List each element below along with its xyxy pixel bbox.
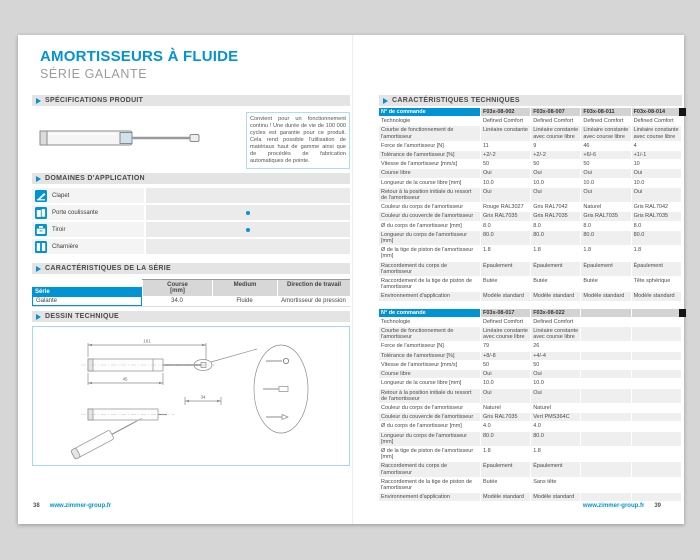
row-label: Couleur du corps de l'amortisseur (379, 203, 481, 211)
tech-table-row (379, 212, 682, 221)
catalog-spread (18, 35, 684, 524)
value-cell: 1.8 (632, 246, 682, 260)
value-cell: 50 (481, 160, 531, 168)
tech-table-row (379, 318, 682, 327)
row-label: Raccordement du corps de l'amortisseur (379, 462, 481, 476)
value-cell: 50 (581, 160, 631, 168)
value-cell: Oui (531, 389, 581, 403)
value-cell: Sans tête (531, 478, 581, 492)
order-number-cell: F03x-08-014 (632, 108, 682, 116)
value-cell (581, 422, 631, 430)
value-cell: 10 (632, 160, 682, 168)
value-cell (581, 342, 631, 350)
value-cell: Oui (581, 169, 631, 177)
value-cell: Linéaire constante avec course libre (531, 327, 581, 341)
value-cell: 26 (531, 342, 581, 350)
tech-table-header (379, 309, 682, 318)
row-label: Course libre (379, 370, 481, 378)
order-number-header: N° de commande (379, 309, 481, 317)
domain-row-tiroir (32, 222, 350, 237)
value-cell (632, 432, 682, 446)
value-cell: 10.0 (531, 179, 581, 187)
selected-dot-icon (246, 211, 250, 215)
value-cell: Butée (531, 277, 581, 291)
value-cell: +1/-1 (632, 151, 682, 159)
value-cell: Épaulement (531, 262, 581, 276)
tech-table-row (379, 160, 682, 169)
tech-table-row (379, 169, 682, 178)
triangle-bullet-icon (36, 176, 41, 182)
page-subtitle: SÉRIE GALANTE (40, 67, 148, 81)
value-cell: Defined Comfort (632, 117, 682, 125)
row-label: Course libre (379, 169, 481, 177)
page-number: 38 (33, 503, 40, 509)
row-label: Longueur de la course libre [mm] (379, 179, 481, 187)
value-cell (581, 404, 631, 412)
value-cell: 4.0 (481, 422, 531, 430)
order-number-cell (632, 309, 682, 317)
product-description: Convient pour un fonctionnement continu ! Une durée de vie de 100 000 cycles est garantie pour ce produit. Cela rend possible l'utilisation de matériaux haut de gamme ainsi que de procédés de fabrication automatiques de pointe. (246, 112, 350, 169)
page-right (352, 35, 685, 524)
triangle-bullet-icon (383, 98, 388, 104)
value-cell: 80.0 (481, 432, 531, 446)
tech-table-row (379, 361, 682, 370)
value-cell: 10.0 (531, 379, 581, 387)
value-cell (581, 379, 631, 387)
value-cell: Épaulement (632, 262, 682, 276)
value-cell: Naturel (481, 404, 531, 412)
domain-selection-cell (146, 239, 350, 254)
value-cell: Oui (481, 370, 531, 378)
domain-selection-cell (146, 222, 350, 237)
domain-selection-cell (146, 205, 350, 220)
col-header-course: Course [mm] (142, 280, 212, 296)
tiroir-icon (35, 224, 47, 236)
section-title: CARACTÉRISTIQUES DE LA SÉRIE (45, 265, 171, 272)
value-cell: Modèle standard (632, 292, 682, 300)
row-label: Retour à la position initiale du ressort de l'amortisseur (379, 389, 481, 403)
value-cell: Linéaire constante avec course libre (481, 327, 531, 341)
tech-table-row (379, 462, 682, 477)
section-bar-drawing (32, 311, 350, 322)
value-cell: Linéaire constante (481, 126, 531, 140)
section-bar-specifications (32, 95, 350, 106)
value-cell: 79 (481, 342, 531, 350)
domain-selection-cell (146, 188, 350, 203)
value-cell (581, 432, 631, 446)
value-cell: 1.8 (481, 246, 531, 260)
row-label: Ø de la tige de piston de l'amortisseur [mm] (379, 246, 481, 260)
value-cell: +8/-8 (481, 352, 531, 360)
domain-label: Tiroir (52, 226, 66, 233)
series-name-cell: Galante (32, 296, 142, 306)
row-label: Courbe de fonctionnement de l'amortisseur (379, 126, 481, 140)
value-cell: 50 (531, 160, 581, 168)
value-cell: Modèle standard (531, 292, 581, 300)
value-cell: Gris RAL7035 (632, 212, 682, 220)
dim-overall: 101 (143, 338, 151, 344)
value-cell: Épaulement (481, 262, 531, 276)
value-cell: 9 (531, 142, 581, 150)
tech-table-row (379, 126, 682, 141)
value-cell (581, 370, 631, 378)
row-label: Vitesse de l'amortisseur [mm/s] (379, 361, 481, 369)
technical-drawing (32, 326, 350, 466)
series-row-header: Série (32, 287, 142, 296)
value-cell: Oui (531, 188, 581, 202)
porte-coulissante-icon (35, 207, 47, 219)
value-cell: 80.0 (531, 231, 581, 245)
domain-label: Charnière (52, 243, 79, 250)
row-label: Couleur du couvercle de l'amortisseur (379, 413, 481, 421)
tech-table-row (379, 222, 682, 231)
website-link[interactable]: www.zimmer-group.fr (49, 503, 112, 509)
value-cell (581, 413, 631, 421)
row-label: Ø de la tige de piston de l'amortisseur [mm] (379, 447, 481, 461)
value-cell (632, 361, 682, 369)
tech-table-row (379, 342, 682, 351)
value-cell (632, 370, 682, 378)
page-title: AMORTISSEURS À FLUIDE (40, 48, 239, 65)
tech-table-row (379, 188, 682, 203)
dim-body: 45 (122, 376, 128, 382)
tech-table-row (379, 292, 682, 301)
value-cell: 10.0 (632, 179, 682, 187)
series-direction-cell: Amortisseur de pression (281, 298, 346, 304)
page-number: 39 (654, 503, 661, 509)
section-title: SPÉCIFICATIONS PRODUIT (45, 97, 144, 104)
tech-table-row (379, 432, 682, 447)
value-cell: 80.0 (632, 231, 682, 245)
tech-table-row (379, 422, 682, 431)
tech-table-1 (379, 108, 682, 302)
order-number-cell: F03x-08-017 (481, 309, 531, 317)
section-bar-technical (379, 95, 682, 106)
value-cell: Naturel (531, 404, 581, 412)
row-label: Environnement d'application (379, 292, 481, 300)
product-image (32, 113, 232, 165)
row-label: Longueur du corps de l'amortisseur [mm] (379, 432, 481, 446)
tech-table-row (379, 404, 682, 413)
row-label: Tolérance de l'amortisseur [%] (379, 352, 481, 360)
domain-row-clapet (32, 188, 350, 203)
value-cell: Defined Comfort (481, 318, 531, 326)
value-cell: Gris RAL7035 (581, 212, 631, 220)
section-title: DESSIN TECHNIQUE (45, 313, 120, 320)
section-bar-domains (32, 173, 350, 184)
value-cell: 4 (632, 142, 682, 150)
value-cell: Linéaire constante avec course libre (581, 126, 631, 140)
value-cell (632, 389, 682, 403)
order-number-cell (581, 309, 631, 317)
row-label: Force de l'amortisseur [N] (379, 142, 481, 150)
value-cell: 4.0 (531, 422, 581, 430)
value-cell: Modèle standard (581, 292, 631, 300)
tech-table-row (379, 262, 682, 277)
row-label: Longueur du corps de l'amortisseur [mm] (379, 231, 481, 245)
order-number-cell: F03x-08-002 (481, 108, 531, 116)
value-cell (581, 462, 631, 476)
value-cell: 46 (581, 142, 631, 150)
col-header-medium: Medium (212, 280, 277, 296)
value-cell: 10.0 (581, 179, 631, 187)
value-cell: Linéaire constante avec course libre (632, 126, 682, 140)
title-block (40, 48, 238, 81)
tech-table-row (379, 151, 682, 160)
row-label: Raccordement de la tige de piston de l'amortisseur (379, 478, 481, 492)
tech-table-row (379, 447, 682, 462)
value-cell (632, 352, 682, 360)
value-cell: Naturel (581, 203, 631, 211)
value-cell (632, 462, 682, 476)
value-cell: 50 (531, 361, 581, 369)
charniere-icon (35, 241, 47, 253)
value-cell: +6/-6 (581, 151, 631, 159)
value-cell (632, 327, 682, 341)
value-cell (632, 342, 682, 350)
value-cell: Oui (531, 370, 581, 378)
value-cell (581, 389, 631, 403)
value-cell: Modèle standard (531, 493, 581, 501)
value-cell: Oui (481, 188, 531, 202)
value-cell: Vert PMS364C (531, 413, 581, 421)
domain-row-charniere (32, 239, 350, 254)
page-edge-tab (679, 108, 686, 116)
row-label: Longueur de la course libre [mm] (379, 379, 481, 387)
series-table (32, 279, 350, 307)
value-cell (581, 493, 631, 501)
order-number-cell: F03x-08-011 (581, 108, 631, 116)
row-label: Technologie (379, 318, 481, 326)
value-cell: Modèle standard (481, 292, 531, 300)
row-label: Couleur du couvercle de l'amortisseur (379, 212, 481, 220)
tech-table-row (379, 413, 682, 422)
value-cell: Oui (481, 169, 531, 177)
value-cell: 10.0 (481, 179, 531, 187)
value-cell (632, 478, 682, 492)
value-cell: Oui (632, 169, 682, 177)
value-cell: 8.0 (632, 222, 682, 230)
value-cell: +4/-4 (531, 352, 581, 360)
value-cell: Rouge RAL3027 (481, 203, 531, 211)
value-cell: Épaulement (581, 262, 631, 276)
value-cell (632, 493, 682, 501)
order-number-header: N° de commande (379, 108, 481, 116)
domain-row-porte-coulissante (32, 205, 350, 220)
tech-table-row (379, 352, 682, 361)
row-label: Technologie (379, 117, 481, 125)
order-number-cell: F03x-08-022 (531, 309, 581, 317)
footer-left (33, 503, 111, 509)
section-title: DOMAINES D'APPLICATION (45, 175, 145, 182)
series-table-header (32, 279, 350, 296)
triangle-bullet-icon (36, 314, 41, 320)
technical-tables-area (379, 108, 682, 509)
row-label: Ø du corps de l'amortisseur [mm] (379, 422, 481, 430)
col-header-direction: Direction de travail (277, 280, 350, 296)
value-cell: Oui (581, 188, 631, 202)
value-cell: Gris RAL7042 (632, 203, 682, 211)
value-cell: Épaulement (531, 462, 581, 476)
value-cell (632, 404, 682, 412)
series-course-cell: 34.0 (171, 298, 183, 304)
domain-label: Clapet (52, 192, 70, 199)
dim-offset: 34 (200, 394, 206, 400)
value-cell: Butée (581, 277, 631, 291)
tech-table-row (379, 379, 682, 388)
value-cell: 8.0 (531, 222, 581, 230)
triangle-bullet-icon (36, 266, 41, 272)
page-edge-tab (679, 309, 686, 317)
value-cell: 1.8 (531, 246, 581, 260)
value-cell: 80.0 (481, 231, 531, 245)
value-cell: Gris RAL7042 (531, 203, 581, 211)
row-label: Couleur du corps de l'amortisseur (379, 404, 481, 412)
page-left (18, 35, 352, 524)
value-cell: 1.8 (481, 447, 531, 461)
tech-table-row (379, 231, 682, 246)
value-cell: 1.8 (531, 447, 581, 461)
value-cell: 1.8 (581, 246, 631, 260)
row-label: Raccordement de la tige de piston de l'amortisseur (379, 277, 481, 291)
footer-right (583, 503, 661, 509)
value-cell (632, 447, 682, 461)
value-cell (581, 478, 631, 492)
section-title: CARACTÉRISTIQUES TECHNIQUES (392, 97, 520, 104)
value-cell: 80.0 (531, 432, 581, 446)
website-link[interactable]: www.zimmer-group.fr (582, 503, 645, 509)
value-cell (581, 361, 631, 369)
tech-table-row (379, 493, 682, 502)
tech-table-row (379, 117, 682, 126)
value-cell: 8.0 (581, 222, 631, 230)
value-cell: Gris RAL7035 (481, 212, 531, 220)
row-label: Ø du corps de l'amortisseur [mm] (379, 222, 481, 230)
value-cell (581, 352, 631, 360)
application-domains-list (32, 188, 350, 256)
order-number-cell: F03x-08-007 (531, 108, 581, 116)
value-cell (632, 413, 682, 421)
value-cell: 10.0 (481, 379, 531, 387)
value-cell: 80.0 (581, 231, 631, 245)
tech-table-row (379, 277, 682, 292)
value-cell (581, 327, 631, 341)
value-cell: Defined Comfort (581, 117, 631, 125)
value-cell (581, 447, 631, 461)
tech-table-row (379, 142, 682, 151)
tech-table-2 (379, 309, 682, 503)
domain-label: Porte coulissante (52, 209, 99, 216)
tech-table-row (379, 246, 682, 261)
tech-table-row (379, 179, 682, 188)
value-cell: Gris RAL7035 (481, 413, 531, 421)
value-cell: +2/-2 (531, 151, 581, 159)
value-cell: Épaulement (481, 462, 531, 476)
value-cell (632, 318, 682, 326)
value-cell: Defined Comfort (531, 318, 581, 326)
value-cell: 50 (481, 361, 531, 369)
row-label: Tolérance de l'amortisseur [%] (379, 151, 481, 159)
row-label: Vitesse de l'amortisseur [mm/s] (379, 160, 481, 168)
value-cell: Oui (531, 169, 581, 177)
row-label: Retour à la position initiale du ressort de l'amortisseur (379, 188, 481, 202)
value-cell: Defined Comfort (481, 117, 531, 125)
section-bar-series (32, 263, 350, 274)
value-cell: Defined Comfort (531, 117, 581, 125)
value-cell (632, 422, 682, 430)
tech-table-row (379, 203, 682, 212)
value-cell: +2/-2 (481, 151, 531, 159)
value-cell (632, 379, 682, 387)
value-cell: Butée (481, 478, 531, 492)
row-label: Courbe de fonctionnement de l'amortisseur (379, 327, 481, 341)
selected-dot-icon (246, 228, 250, 232)
value-cell (581, 318, 631, 326)
value-cell: Oui (481, 389, 531, 403)
triangle-bullet-icon (36, 98, 41, 104)
value-cell: Tête sphérique (632, 277, 682, 291)
tech-table-row (379, 389, 682, 404)
value-cell: Oui (632, 188, 682, 202)
tech-table-row (379, 370, 682, 379)
series-table-row (32, 296, 350, 307)
value-cell: Modèle standard (481, 493, 531, 501)
row-label: Force de l'amortisseur [N] (379, 342, 481, 350)
value-cell: Butée (481, 277, 531, 291)
clapet-icon (35, 190, 47, 202)
row-label: Environnement d'application (379, 493, 481, 501)
value-cell: Gris RAL7035 (531, 212, 581, 220)
tech-table-row (379, 327, 682, 342)
tech-table-header (379, 108, 682, 117)
series-medium-cell: Fluide (236, 298, 253, 304)
value-cell: Linéaire constante avec course libre (531, 126, 581, 140)
value-cell: 8.0 (481, 222, 531, 230)
value-cell: 11 (481, 142, 531, 150)
tech-table-row (379, 478, 682, 493)
row-label: Raccordement du corps de l'amortisseur (379, 262, 481, 276)
